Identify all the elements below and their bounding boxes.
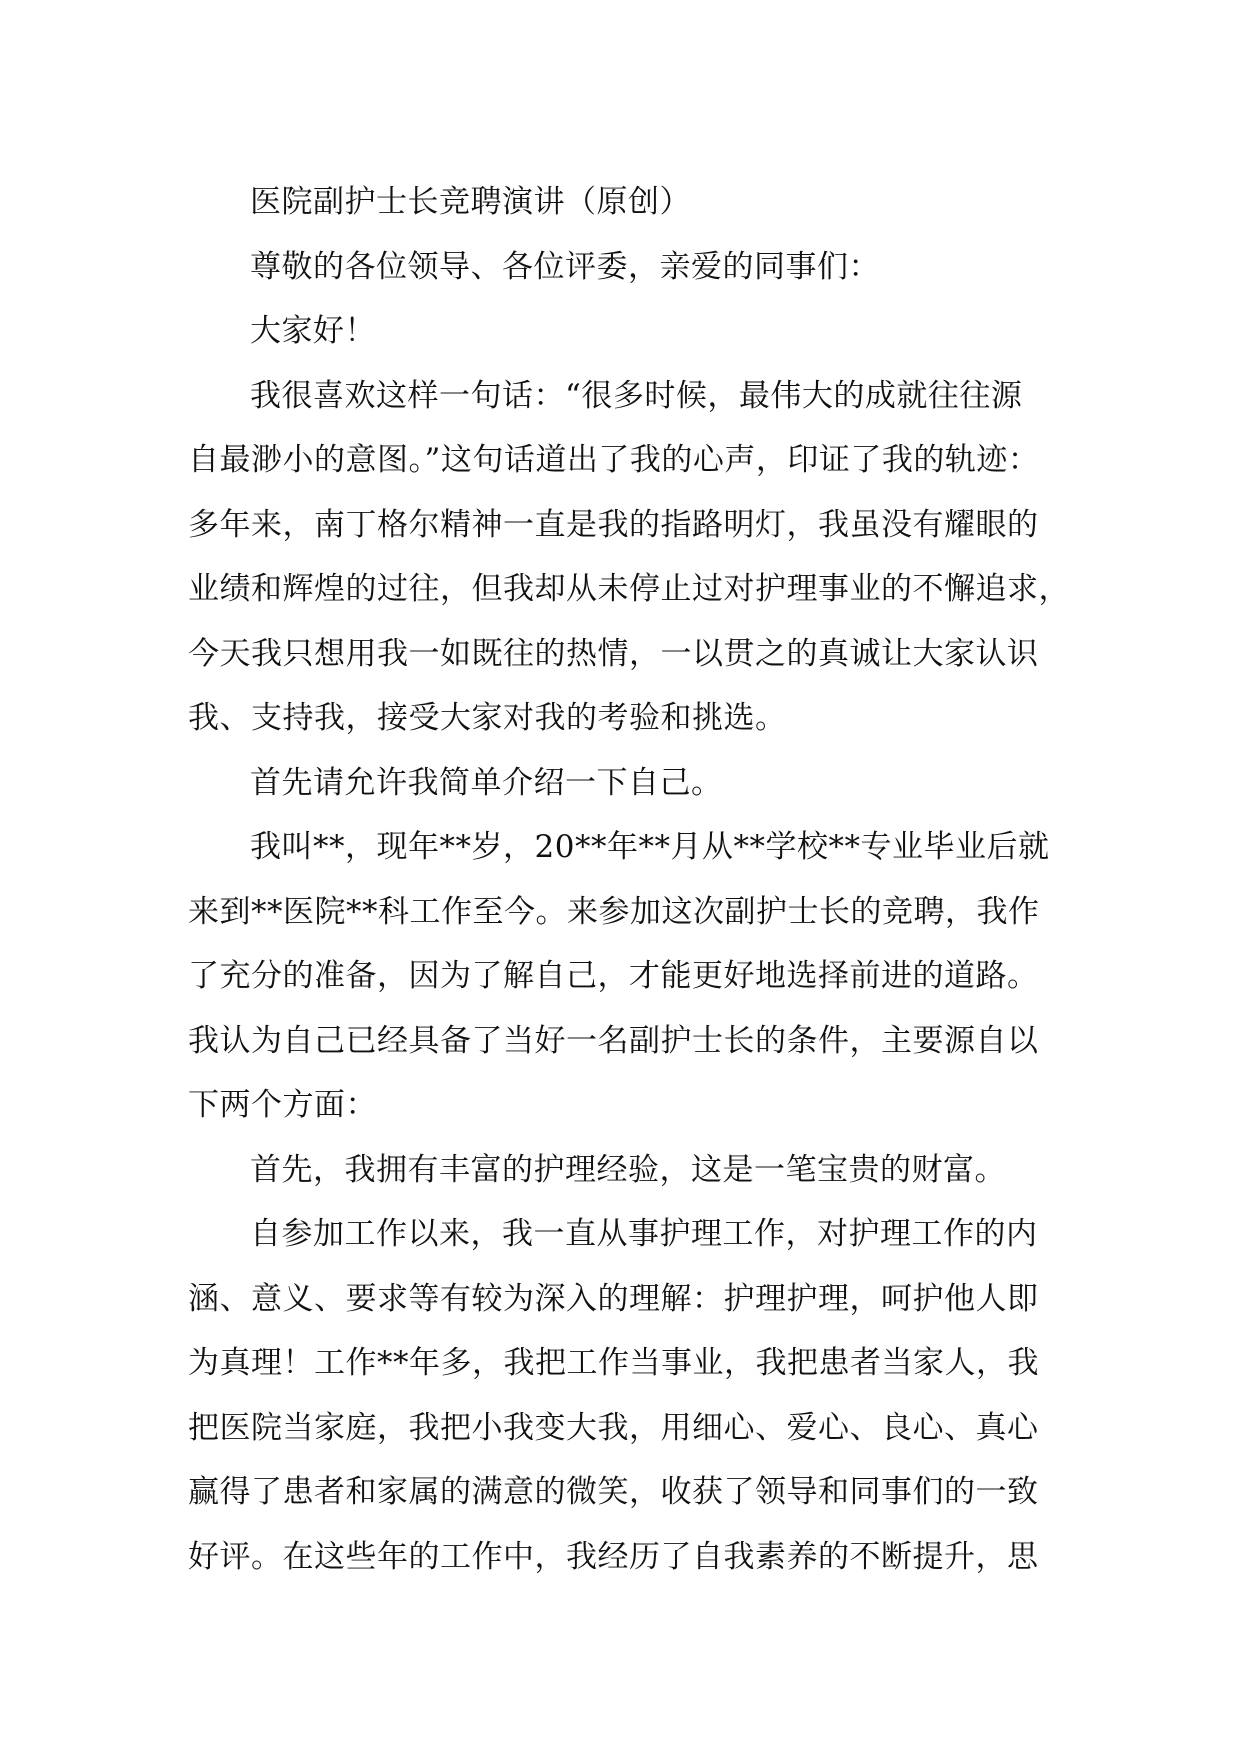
paragraph-experience: 自参加工作以来，我一直从事护理工作，对护理工作的内 涵、意义、要求等有较为深入的理解：护理护理，呵护他人即 为真理！工作**年多，我把工作当事业，我把患者当家人，我 把医院当家庭，我把小我变大我，用细心、爱心、良心、真心 赢得了患者和家属的满意的微笑，收获了领导和同事们的一致 好评。在这些年的工作中，我经历了自我素养的不断提升，思 bbox=[188, 1216, 1039, 1575]
document-body bbox=[188, 170, 1088, 1589]
greeting-line: 尊敬的各位领导、各位评委，亲爱的同事们： bbox=[250, 248, 880, 285]
document-title: 医院副护士长竞聘演讲（原创） bbox=[250, 184, 691, 220]
paragraph-self-intro-lead: 首先请允许我简单介绍一下自己。 bbox=[250, 764, 723, 801]
salutation-line: 大家好！ bbox=[250, 313, 376, 349]
paragraph-first-point: 首先，我拥有丰富的护理经验，这是一笔宝贵的财富。 bbox=[250, 1151, 1006, 1188]
paragraph-opening-quote: 我很喜欢这样一句话：“很多时候，最伟大的成就往往源 自最渺小的意图。”这句话道出了我的心声，印证了我的轨迹： 多年来，南丁格尔精神一直是我的指路明灯，我虽没有耀眼的 业绩和辉煌的过往，但我却从未停止过对护理事业的不懈追求， 今天我只想用我一如既往的热情，一以贯之的真诚让大家认识 我、支持我，接受大家对我的考验和挑选。 bbox=[188, 377, 1070, 736]
paragraph-self-intro: 我叫**，现年**岁，20**年**月从**学校**专业毕业后就 来到**医院**科工作至今。来参加这次副护士长的竞聘，我作 了充分的准备，因为了解自己，才能更好地选择前进的道路。 我认为自己已经具备了当好一名副护士长的条件，主要源自以 下两个方面： bbox=[188, 829, 1050, 1123]
